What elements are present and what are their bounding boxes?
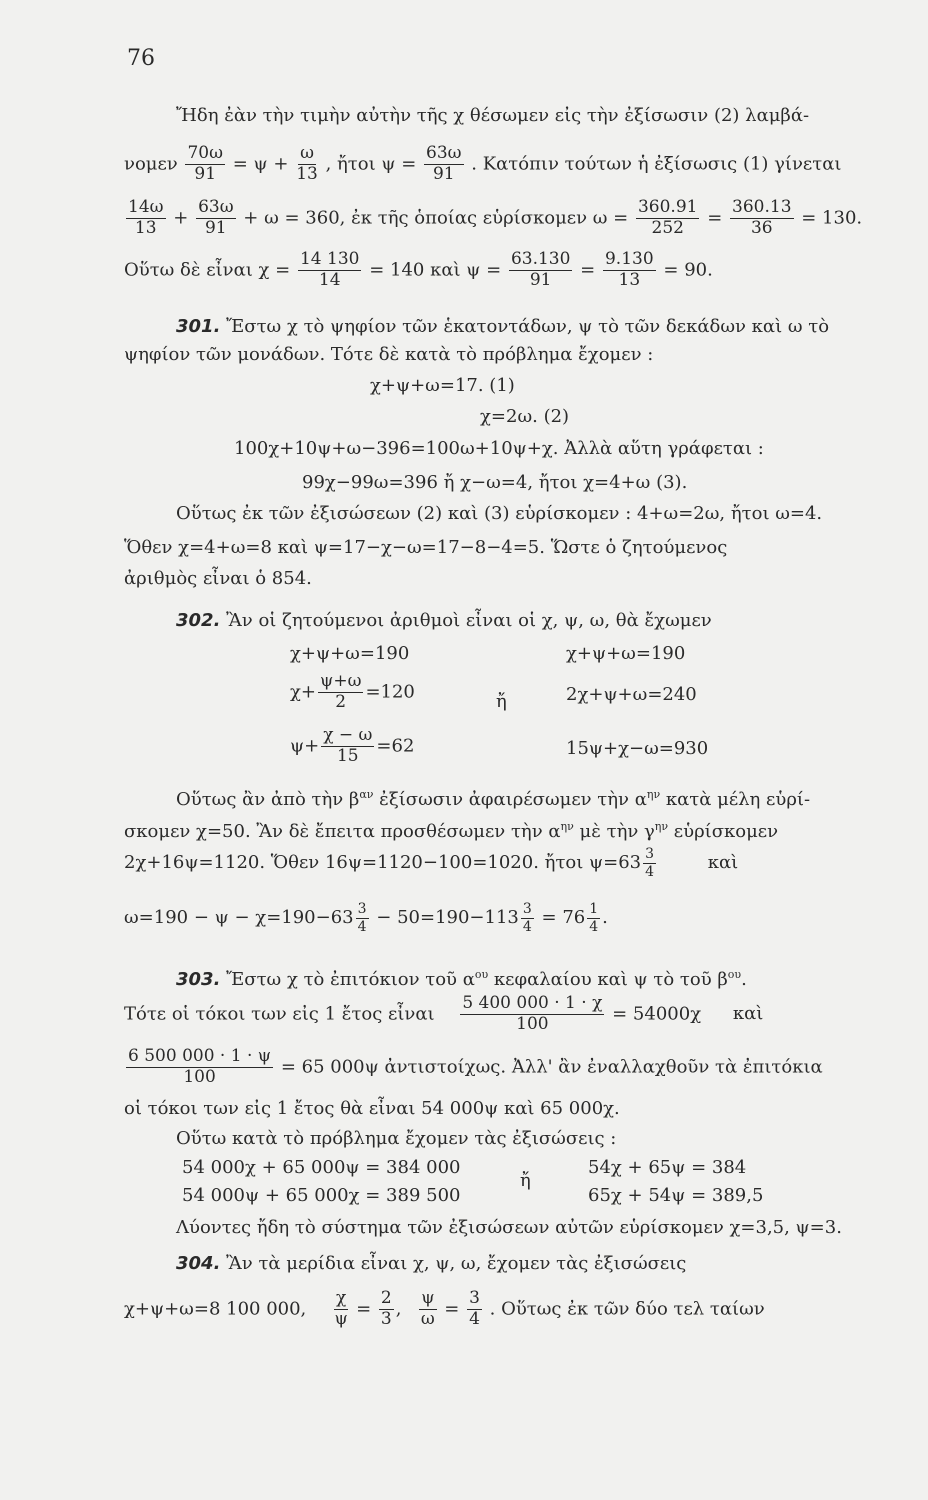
fraction: $\frac{2}{3}$ [380,1288,392,1329]
fraction: $\frac{\chi - \omega}{15}$ [323,725,373,766]
equation: 54χ + 65ψ = 384 [588,1157,747,1178]
text: = 140 καὶ ψ = [369,259,502,281]
or-word: ἤ [520,1170,531,1191]
equation: χ=2ω. (2) [480,406,570,427]
text: . Κατόπιν τούτων ἡ ἐξίσωσις (1) γίνεται [471,153,842,175]
equation-line: $\frac{14\omega}{13}$ + $\frac{63\omega}{91}$ + ω = 360, ἐκ τῆς ὁποίας εὑρίσκομεν ω = $\frac{360.91}{252}$ = $\frac{360.13}{36}$ = 130. [128,197,863,238]
fraction: $\frac{360.91}{252}$ [637,197,698,238]
fraction: $\frac{9.130}{13}$ [604,249,654,290]
problem-303: 303. Ἔστω χ τὸ ἐπιτόκιον τοῦ $\alpha^{o\upsilon}$ κεφαλαίου καὶ ψ τὸ τοῦ $\beta^{o\upsilon}$. [176,968,747,990]
text-line: Οὕτως ἂν ἀπὸ τὴν $\beta^{\alpha\nu}$ ἐξίσωσιν ἀφαιρέσωμεν τὴν $\alpha^{\eta\nu}$ κατὰ μέλη εὑρί- [176,788,811,810]
text-line: οἱ τόκοι των εἰς 1 ἔτος θὰ εἶναι 54 000ψ καὶ 65 000χ. [124,1098,620,1119]
fraction: $\frac{6 500 000 \cdot 1 \cdot \psi}{100}$ [128,1046,272,1087]
or-word: ἤ [496,691,507,712]
equation: ψ+ $\frac{\chi - \omega}{15}$ =62 [290,725,415,766]
fraction: $\frac{3}{4}$ [469,1288,480,1329]
text: Οὕτω δὲ εἶναι χ = [124,259,291,281]
equation-line: 2χ+16ψ=1120. Ὅθεν 16ψ=1120−100=1020. ἤτοι ψ=63 $\frac{3}{4}$ καὶ [124,846,739,880]
fraction: $\frac{\omega}{13}$ [296,143,318,184]
equation-line: ω=190 − ψ − χ=190−63 $\frac{3}{4}$ − 50=190−113 $\frac{3}{4}$ = 76 $\frac{1}{4}$ . [124,901,608,935]
text: Ἂν οἱ ζητούμενοι ἀριθμοὶ εἶναι οἱ χ, ψ, ω, θὰ ἔχωμεν [226,610,712,631]
equation: 15ψ+χ−ω=930 [566,738,709,759]
problem-number: 304. [176,1253,221,1274]
text-line: σκομεν χ=50. Ἂν δὲ ἔπειτα προσθέσωμεν τὴν $\alpha^{\eta\nu}$ μὲ τὴν $\gamma^{\eta\nu}$ εὑρίσκομεν [124,820,779,842]
text-line: ἀριθμὸς εἶναι ὁ 854. [124,568,312,589]
fraction: $\frac{\psi}{\omega}$ [420,1288,435,1329]
equation: 54 000ψ + 65 000χ = 389 500 [182,1185,461,1206]
fraction: $\frac{63.130}{91}$ [510,249,571,290]
page-number: 76 [127,46,155,71]
problem-301 [176,318,829,336]
fraction: $\frac{63\omega}{91}$ [198,197,234,238]
text: Ἔστω χ τὸ ψηφίον τῶν ἑκατοντάδων, ψ τὸ τῶν δεκάδων καὶ ω τὸ [226,316,830,337]
text-line: Οὕτω κατὰ τὸ πρόβλημα ἔχομεν τὰς ἐξισώσεις : [176,1128,617,1149]
equation-line: χ+ψ+ω=8 100 000, $\frac{\chi}{\psi}$ = $\frac{2}{3}$ , $\frac{\psi}{\omega}$ = $\frac{3}{4}$ . Οὕτως ἐκ τῶν δύο τελ ταίων [124,1288,765,1329]
fraction: $\frac{3}{4}$ [522,901,532,935]
text-line: Ὅθεν χ=4+ω=8 καὶ ψ=17−χ−ω=17−8−4=5. Ὥστε ὁ ζητούμενος [124,537,728,558]
equation: χ+ψ+ω=17. (1) [370,375,515,396]
fraction: $\frac{70\omega}{91}$ [187,143,223,184]
text: νομεν [124,153,178,175]
fraction: $\frac{3}{4}$ [357,901,367,935]
equation: χ+ψ+ω=190 [290,643,410,664]
fraction: $\frac{1}{4}$ [589,901,599,935]
fraction: $\frac{5 400 000 \cdot 1 \cdot \chi}{100}$ [462,993,603,1034]
equation-line: Οὕτω δὲ εἶναι χ = $\frac{14 130}{14}$ = 140 καὶ ψ = $\frac{63.130}{91}$ = $\frac{9.130}{13}$ = 90. [124,249,713,290]
equation-line [124,145,841,184]
problem-number: 302. [176,610,221,631]
text: = ψ + [232,153,289,175]
text: Ἂν τὰ μερίδια εἶναι χ, ψ, ω, ἔχομεν τὰς ἐξισώσεις [226,1253,687,1274]
equation-line: $\frac{6 500 000 \cdot 1 \cdot \psi}{100}$ = 65 000ψ ἀντιστοίχως. Ἀλλ' ἂν ἐναλλαχθοῦν τὰ ἐπιτόκια [128,1046,823,1087]
fraction: $\frac{3}{4}$ [645,846,655,880]
problem-302 [176,612,712,630]
equation: 2χ+ψ+ω=240 [566,684,697,705]
text-line: Ἤδη ἐὰν τὴν τιμὴν αὐτὴν τῆς χ θέσωμεν εἰς τὴν ἐξίσωσιν (2) λαμβά- [176,105,810,126]
fraction: $\frac{14\omega}{13}$ [128,197,164,238]
fraction: $\frac{\chi}{\psi}$ [334,1288,348,1329]
fraction: $\frac{63\omega}{91}$ [426,143,462,184]
equation: 54 000χ + 65 000ψ = 384 000 [182,1157,461,1178]
text-line: Λύοντες ἤδη τὸ σύστημα τῶν ἐξισώσεων αὐτῶν εὑρίσκομεν χ=3,5, ψ=3. [176,1217,842,1238]
equation: χ+ $\frac{\psi+\omega}{2}$ =120 [290,671,415,712]
text: , ἤτοι ψ = [325,153,417,175]
equation-line: Τότε οἱ τόκοι των εἰς 1 ἔτος εἶναι $\frac{5 400 000 \cdot 1 \cdot \chi}{100}$ = 54000χ καὶ [124,993,764,1034]
text-line: Οὕτως ἐκ τῶν ἐξισώσεων (2) καὶ (3) εὑρίσκομεν : 4+ω=2ω, ἤτοι ω=4. [176,503,823,524]
fraction: $\frac{\psi+\omega}{2}$ [320,671,362,712]
equation-line: 100χ+10ψ+ω−396=100ω+10ψ+χ. Ἀλλὰ αὕτη γράφεται : [234,438,764,459]
problem-304 [176,1255,686,1273]
problem-number: 303. [176,969,221,990]
equation: 65χ + 54ψ = 389,5 [588,1185,764,1206]
text: + ω = 360, ἐκ τῆς ὁποίας εὑρίσκομεν ω = [243,207,629,229]
fraction: $\frac{14 130}{14}$ [299,249,360,290]
equation-line: 99χ−99ω=396 ἤ χ−ω=4, ἤτοι χ=4+ω (3). [302,472,688,493]
equation: χ+ψ+ω=190 [566,643,686,664]
problem-number: 301. [176,316,221,337]
fraction: $\frac{360.13}{36}$ [732,197,792,238]
text-line: ψηφίον τῶν μονάδων. Τότε δὲ κατὰ τὸ πρόβλημα ἔχομεν : [124,344,654,365]
